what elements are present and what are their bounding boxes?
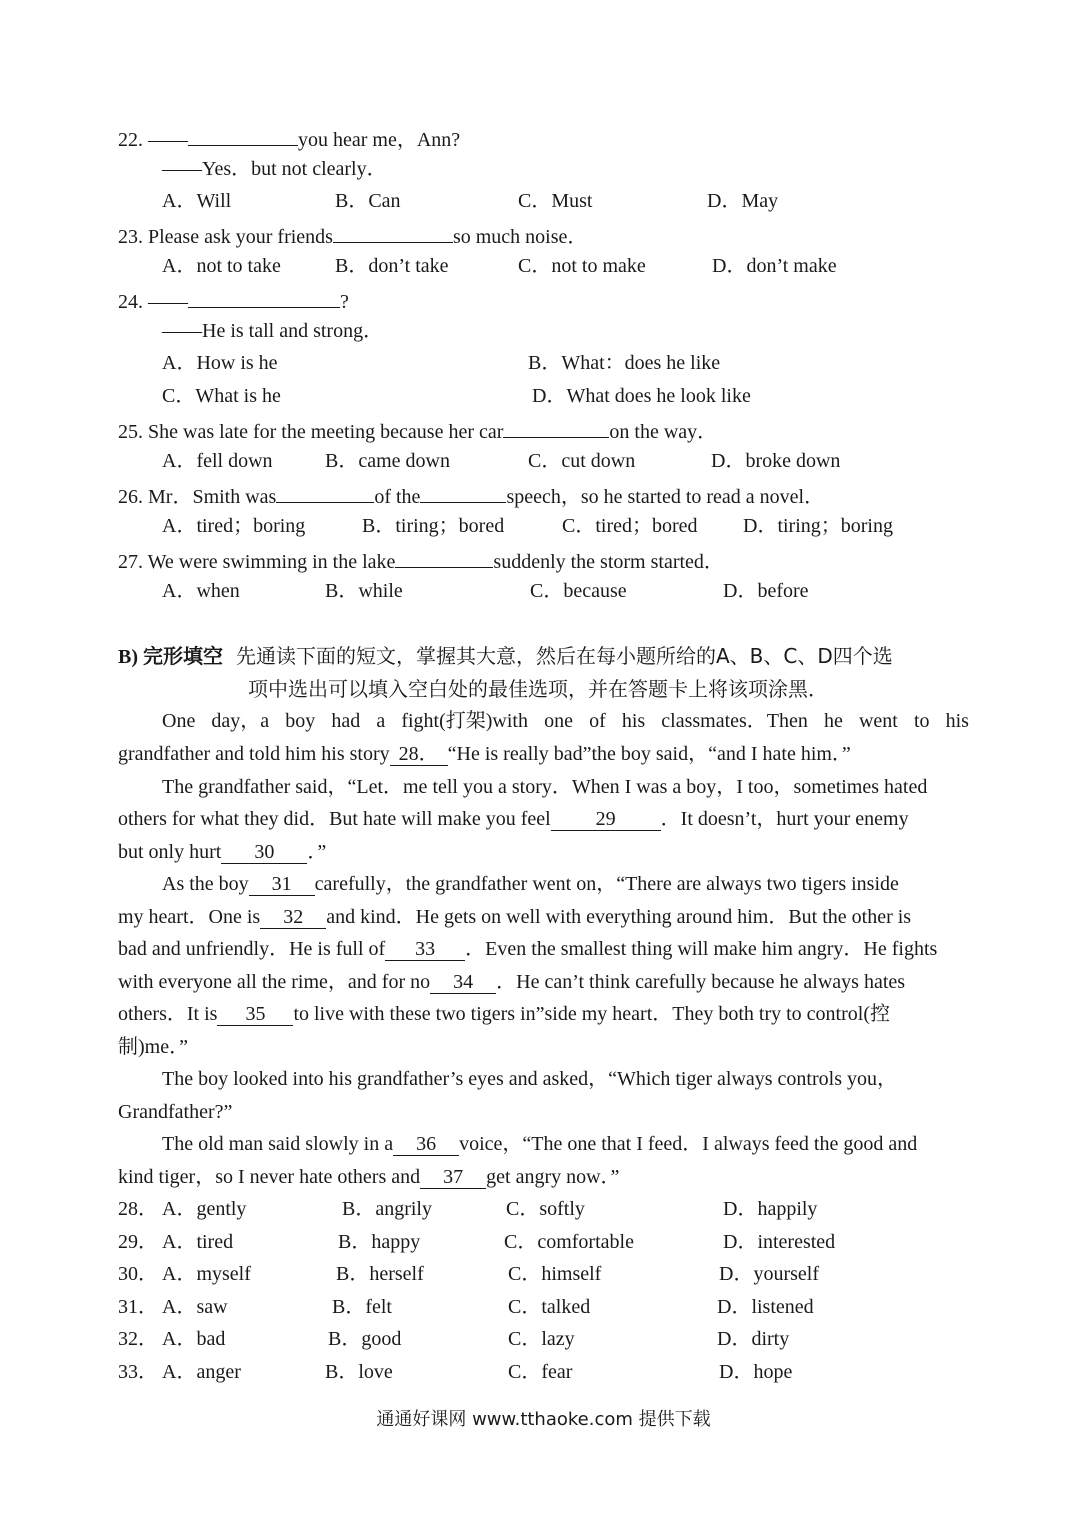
section-label: B) 完形填空	[118, 646, 223, 668]
option-a: A．gently	[162, 1198, 247, 1220]
passage-line	[162, 872, 899, 896]
option-c: C．cut down	[528, 450, 636, 472]
passage-text: and kind．He gets on well with everything around him．But the other is	[326, 906, 912, 928]
passage-text: others for what they did．But hate will make you feel	[118, 808, 551, 830]
passage-line	[118, 1165, 619, 1189]
option-a: A．when	[162, 580, 240, 602]
blank-29: 29	[551, 809, 661, 831]
passage-line	[118, 937, 937, 961]
option-d: D．before	[723, 580, 809, 602]
question-25	[118, 416, 717, 444]
passage-text: voice，“The one that I feed．I always feed the good and	[459, 1133, 918, 1155]
answer-blank	[188, 286, 340, 308]
option-c: C．tired；bored	[562, 515, 698, 537]
option-c: C．not to make	[518, 255, 646, 277]
passage-text: bad and unfriendly．He is full of	[118, 938, 386, 960]
option-a: A．Will	[162, 190, 232, 212]
option-a: A．How is he	[162, 352, 278, 374]
option-b: B．love	[325, 1361, 393, 1383]
question-24	[118, 286, 349, 314]
question-24-reply: ——He is tall and strong．	[162, 320, 384, 342]
answer-blank	[503, 416, 609, 438]
word: one	[544, 710, 573, 732]
option-a: A．tired；boring	[162, 515, 306, 537]
option-number: 30．	[118, 1263, 158, 1285]
question-26	[118, 481, 824, 509]
question-text: Please ask your friends	[148, 226, 333, 248]
answer-blank	[333, 221, 453, 243]
blank-35: 35	[217, 1004, 293, 1026]
word: to	[913, 710, 930, 732]
option-d: D．happily	[723, 1198, 818, 1220]
option-a: A．saw	[162, 1296, 228, 1318]
question-text: of the	[374, 486, 421, 508]
word: a	[376, 710, 386, 732]
option-c: C．lazy	[508, 1328, 575, 1350]
option-number: 32．	[118, 1328, 158, 1350]
question-text: speech，so he started to read a novel．	[506, 486, 825, 508]
option-a: A．fell down	[162, 450, 273, 472]
option-b: B．while	[325, 580, 403, 602]
blank-28: 28．	[390, 744, 448, 766]
question-text: We were swimming in the lake	[147, 551, 396, 573]
question-22-reply: ——Yes．but not clearly．	[162, 158, 387, 180]
blank-32: 32	[260, 907, 326, 929]
question-22	[118, 124, 460, 152]
question-text: on the way．	[609, 421, 718, 443]
passage-text: to live with these two tigers in”side my heart．They both try to control(控	[293, 1003, 890, 1025]
option-d: D．interested	[723, 1231, 836, 1253]
option-c: C．comfortable	[504, 1231, 634, 1253]
word: went	[858, 710, 898, 732]
word: his	[621, 710, 646, 732]
option-c: C．softly	[506, 1198, 585, 1220]
option-number: 31．	[118, 1296, 158, 1318]
option-number: 28．	[118, 1198, 158, 1220]
section-instruction-cont: 项中选出可以填入空白处的最佳选项，并在答题卡上将该项涂黑．	[248, 677, 828, 701]
passage-text: As the boy	[162, 873, 249, 895]
option-d: D．hope	[719, 1361, 793, 1383]
passage-line: The grandfather said，“Let．me tell you a story．When I was a boy，I too，sometimes hated	[162, 776, 928, 798]
passage-text: ．It doesn’t，hurt your enemy	[660, 808, 909, 830]
option-c: C．Must	[518, 190, 593, 212]
option-d: D．dirty	[717, 1328, 790, 1350]
blank-36: 36	[393, 1134, 459, 1156]
option-c: C．because	[530, 580, 627, 602]
question-27	[118, 546, 724, 574]
answer-blank	[276, 481, 374, 503]
option-a: A．anger	[162, 1361, 241, 1383]
passage-text: grandfather and told him his story	[118, 743, 390, 765]
option-b: B．good	[328, 1328, 402, 1350]
option-number: 33．	[118, 1361, 158, 1383]
option-d: D．What does he look like	[532, 385, 751, 407]
option-d: D．don’t make	[712, 255, 837, 277]
passage-line: The boy looked into his grandfather’s eyes and asked，“Which tiger always controls you，	[162, 1068, 897, 1090]
option-a: A．tired	[162, 1231, 234, 1253]
word: day，a	[211, 710, 270, 732]
passage-text: my heart．One is	[118, 906, 261, 928]
word: classmates．Then	[661, 710, 808, 732]
passage-text: with everyone all the rime，and for no	[118, 971, 431, 993]
question-number: 26.	[118, 486, 143, 508]
word: of	[589, 710, 606, 732]
passage-line: 制)me．”	[118, 1036, 188, 1058]
option-b: B．Can	[335, 190, 401, 212]
word: he	[824, 710, 843, 732]
passage-text: “He is really bad”the boy said，“and I hate him．”	[447, 743, 851, 765]
passage-text: others．It is	[118, 1003, 218, 1025]
passage-line	[118, 807, 909, 831]
passage-text: ．He can’t think carefully because he always hates	[496, 971, 906, 993]
option-d: D．May	[707, 190, 779, 212]
option-b: B．herself	[336, 1263, 424, 1285]
option-b: B．happy	[338, 1231, 421, 1253]
question-23	[118, 221, 587, 249]
option-number: 29．	[118, 1231, 158, 1253]
question-number: 23.	[118, 226, 143, 248]
passage-line	[162, 709, 969, 733]
question-prefix: ——	[148, 291, 188, 313]
page-footer: 通通好课网 www.tthaoke.com 提供下载	[376, 1409, 711, 1430]
question-number: 25.	[118, 421, 143, 443]
question-text: Mr．Smith was	[148, 486, 277, 508]
option-d: D．listened	[717, 1296, 814, 1318]
word: boy	[285, 710, 316, 732]
question-number: 22.	[118, 129, 143, 151]
passage-text: ．Even the smallest thing will make him angry．He fights	[465, 938, 938, 960]
question-text: so much noise．	[452, 226, 588, 248]
passage-line	[118, 970, 905, 994]
option-b: B．don’t take	[335, 255, 449, 277]
option-a: A．not to take	[162, 255, 281, 277]
question-prefix: ——	[148, 129, 188, 151]
passage-text: but only hurt	[118, 841, 222, 863]
option-c: C．What is he	[162, 385, 281, 407]
option-b: B．angrily	[342, 1198, 432, 1220]
word: fight(打架)with	[401, 710, 528, 732]
answer-blank	[188, 124, 298, 146]
option-b: B．What：does he like	[528, 352, 721, 374]
blank-37: 37	[420, 1167, 486, 1189]
passage-text: get angry now．”	[486, 1166, 620, 1188]
passage-line: Grandfather?”	[118, 1101, 233, 1123]
question-text: suddenly the storm started．	[493, 551, 724, 573]
question-number: 27.	[118, 551, 143, 573]
blank-34: 34	[430, 972, 496, 994]
blank-33: 33	[385, 939, 465, 961]
blank-31: 31	[249, 874, 315, 896]
option-b: B．felt	[332, 1296, 392, 1318]
word: his	[945, 710, 969, 732]
option-b: B．tiring；bored	[362, 515, 505, 537]
option-a: A．bad	[162, 1328, 226, 1350]
passage-line	[118, 742, 851, 766]
passage-line	[162, 1132, 917, 1156]
answer-blank	[420, 481, 506, 503]
option-d: D．tiring；boring	[743, 515, 893, 537]
option-b: B．came down	[325, 450, 450, 472]
option-d: D．broke down	[711, 450, 841, 472]
question-number: 24.	[118, 291, 143, 313]
question-text: you hear me，Ann?	[298, 129, 461, 151]
passage-text: carefully，the grandfather went on，“There are always two tigers inside	[314, 873, 899, 895]
passage-text: kind tiger，so I never hate others and	[118, 1166, 421, 1188]
word: had	[331, 710, 361, 732]
question-text: She was late for the meeting because her car	[148, 421, 504, 443]
passage-text: The old man said slowly in a	[162, 1133, 394, 1155]
option-d: D．yourself	[719, 1263, 819, 1285]
passage-line	[118, 1002, 890, 1026]
question-text: ?	[340, 291, 349, 313]
blank-30: 30	[221, 842, 307, 864]
section-instruction: 先通读下面的短文，掌握其大意，然后在每小题所给的A、B、C、D四个选	[236, 644, 893, 668]
section-b-heading	[118, 644, 893, 669]
word: One	[162, 710, 196, 732]
answer-blank	[395, 546, 493, 568]
passage-line	[118, 905, 911, 929]
option-c: C．himself	[508, 1263, 602, 1285]
passage-line	[118, 840, 326, 864]
option-c: C．fear	[508, 1361, 573, 1383]
passage-text: ．”	[307, 841, 327, 863]
option-a: A．myself	[162, 1263, 251, 1285]
option-c: C．talked	[508, 1296, 591, 1318]
